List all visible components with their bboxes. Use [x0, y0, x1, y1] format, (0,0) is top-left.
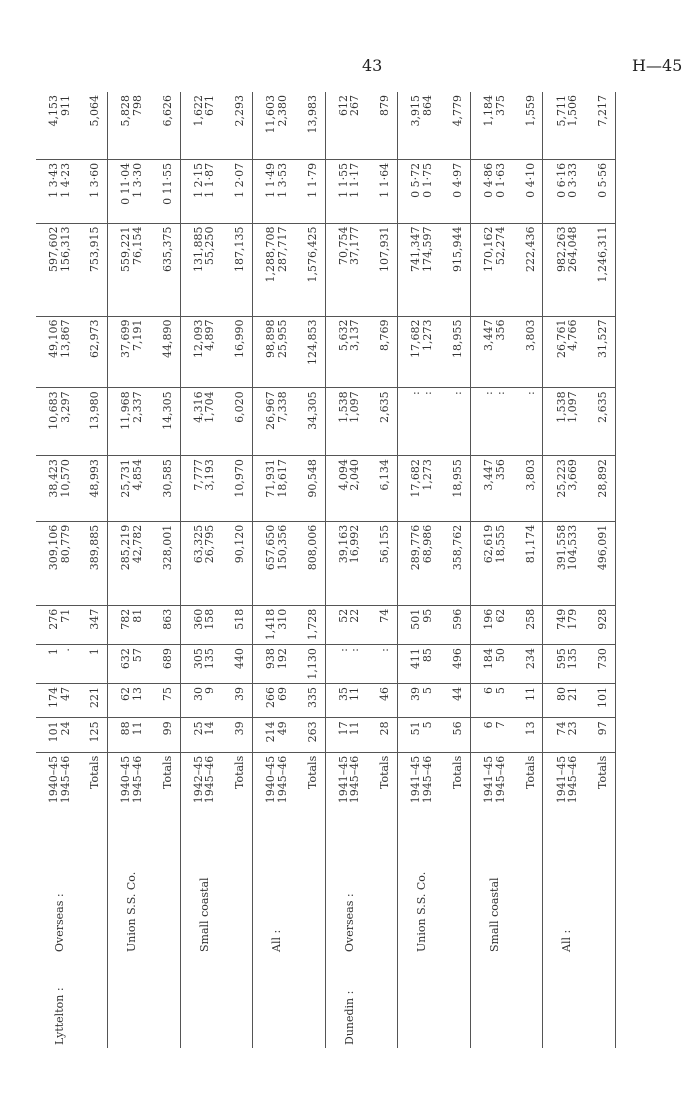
value-cell: 4,094 2,040	[325, 456, 373, 522]
value-cell: 170,162 52,274	[470, 223, 518, 316]
value-cell: 0 11·55	[156, 159, 181, 223]
value-cell: 18,955	[446, 316, 471, 388]
value-cell: 37,699 7,191	[108, 316, 156, 388]
value-cell: 88 11	[108, 718, 156, 752]
value-cell: 17 11	[325, 718, 373, 752]
value-cell: 6,020	[228, 388, 253, 456]
table-row	[325, 92, 373, 1048]
value-cell: 3,447 356	[470, 316, 518, 388]
vessel-class-cell: All :	[270, 929, 284, 952]
table-body	[36, 92, 616, 1048]
value-cell: 6,626	[156, 92, 181, 159]
value-cell: :	[518, 388, 543, 456]
value-cell: 1,184 375	[470, 92, 518, 159]
value-cell: 13	[518, 718, 543, 752]
vessel-class-cell	[518, 817, 543, 955]
value-cell: 5,064	[83, 92, 108, 159]
value-cell: 1 1·79	[301, 159, 326, 223]
vessel-class-cell: Small coastal	[197, 877, 211, 952]
value-cell: 266 69	[253, 684, 301, 718]
value-cell: 1,538 1,097	[543, 388, 591, 456]
value-cell: 635,375	[156, 223, 181, 316]
value-cell: 808,006	[301, 521, 326, 605]
value-cell: 1,130	[301, 645, 326, 684]
value-cell: 7,777 3,193	[180, 456, 228, 522]
value-cell: 5,632 3,137	[325, 316, 373, 388]
port-cell	[470, 955, 518, 1048]
vessel-class-cell: All :	[560, 929, 574, 952]
value-cell: 632 57	[108, 645, 156, 684]
value-cell: 74	[373, 605, 398, 644]
value-cell: 597,602 156,313	[36, 223, 83, 316]
value-cell: 5,711 1,506	[543, 92, 591, 159]
value-cell: 25 14	[180, 718, 228, 752]
vessel-class-cell: Overseas :	[52, 893, 66, 952]
value-cell: 26,967 7,338	[253, 388, 301, 456]
totals-row	[83, 92, 108, 1048]
value-cell: 1 3·60	[83, 159, 108, 223]
value-cell: 4,316 1,704	[180, 388, 228, 456]
value-cell: 38,423 10,570	[36, 456, 83, 522]
value-cell: 730	[591, 645, 616, 684]
year-cell: 1941–45 1945–46	[409, 755, 434, 804]
value-cell: 234	[518, 645, 543, 684]
value-cell: 62,973	[83, 316, 108, 388]
year-cell: Totals	[83, 752, 108, 817]
value-cell: 56,155	[373, 521, 398, 605]
value-cell: 309,106 80,779	[36, 521, 83, 605]
value-cell: 496	[446, 645, 471, 684]
value-cell: 501 95	[398, 605, 446, 644]
value-cell: 915,944	[446, 223, 471, 316]
value-cell: 1 1·64	[373, 159, 398, 223]
year-cell: Totals	[301, 752, 326, 817]
value-cell: 305 135	[180, 645, 228, 684]
totals-row	[301, 92, 326, 1048]
value-cell: : :	[325, 645, 373, 684]
vessel-class-cell: Small coastal	[487, 877, 501, 952]
value-cell: 753,915	[83, 223, 108, 316]
value-cell: 10,970	[228, 456, 253, 522]
value-cell: 39 5	[398, 684, 446, 718]
year-cell: 1940–45 1945–46	[119, 755, 144, 804]
value-cell: 99	[156, 718, 181, 752]
value-cell: 0 5·72 0 1·75	[398, 159, 446, 223]
value-cell: 1,622 671	[180, 92, 228, 159]
value-cell: 258	[518, 605, 543, 644]
value-cell: 28	[373, 718, 398, 752]
port-cell	[591, 955, 616, 1048]
value-cell: 44,890	[156, 316, 181, 388]
value-cell: 612 267	[325, 92, 373, 159]
value-cell: 3,803	[518, 316, 543, 388]
value-cell: 39,163 16,992	[325, 521, 373, 605]
value-cell: 3,915 864	[398, 92, 446, 159]
year-cell: 1941–45 1945–46	[481, 755, 507, 804]
value-cell: 16,990	[228, 316, 253, 388]
value-cell: 0 4·10	[518, 159, 543, 223]
value-cell: 596	[446, 605, 471, 644]
value-cell: 52 22	[325, 605, 373, 644]
value-cell: 97	[591, 718, 616, 752]
year-cell: Totals	[156, 752, 181, 817]
value-cell: 6 5	[470, 684, 518, 718]
value-cell: 48,993	[83, 456, 108, 522]
value-cell: 80 21	[543, 684, 591, 718]
value-cell: 98,898 25,955	[253, 316, 301, 388]
value-cell: 1,288,708 287,717	[253, 223, 301, 316]
value-cell: 221	[83, 684, 108, 718]
totals-row	[591, 92, 616, 1048]
value-cell: 71,931 18,617	[253, 456, 301, 522]
vessel-class-cell	[156, 817, 181, 955]
year-cell: Totals	[228, 752, 253, 817]
value-cell: 90,548	[301, 456, 326, 522]
value-cell: 11,968 2,337	[108, 388, 156, 456]
value-cell: 4,153 911	[36, 92, 83, 159]
totals-row	[156, 92, 181, 1048]
value-cell: :	[446, 388, 471, 456]
value-cell: 26,761 4,766	[543, 316, 591, 388]
value-cell: 11,603 2,380	[253, 92, 301, 159]
value-cell: 1,418 310	[253, 605, 301, 644]
value-cell: 559,221 76,154	[108, 223, 156, 316]
port-cell: Dunedin :	[342, 990, 356, 1045]
value-cell: 440	[228, 645, 253, 684]
value-cell: 2,635	[373, 388, 398, 456]
value-cell: 938 192	[253, 645, 301, 684]
value-cell: 982,263 264,048	[543, 223, 591, 316]
vessel-class-cell	[373, 817, 398, 955]
value-cell: 39	[228, 718, 253, 752]
value-cell: 391,558 104,533	[543, 521, 591, 605]
value-cell: 62 13	[108, 684, 156, 718]
value-cell: 8,769	[373, 316, 398, 388]
totals-row	[228, 92, 253, 1048]
value-cell: 81,174	[518, 521, 543, 605]
value-cell: 6 7	[470, 718, 518, 752]
value-cell: 90,120	[228, 521, 253, 605]
vessel-class-cell: Union S.S. Co.	[125, 871, 139, 952]
value-cell: 0 11·04 1 3·30	[108, 159, 156, 223]
value-cell: 174 47	[36, 684, 83, 718]
statistics-table	[36, 92, 616, 1048]
value-cell: 411 85	[398, 645, 446, 684]
value-cell: 196 62	[470, 605, 518, 644]
value-cell: 689	[156, 645, 181, 684]
value-cell: :	[373, 645, 398, 684]
year-cell: 1941–45 1945–46	[554, 755, 580, 804]
value-cell: 124,853	[301, 316, 326, 388]
value-cell: 3,447 356	[470, 456, 518, 522]
value-cell: 496,091	[591, 521, 616, 605]
rotated-table-container	[36, 92, 616, 1048]
value-cell: 1 .	[36, 645, 83, 684]
port-cell	[108, 955, 156, 1048]
year-cell: Totals	[518, 752, 543, 817]
value-cell: 25,223 3,669	[543, 456, 591, 522]
value-cell: 1 1·49 1 3·53	[253, 159, 301, 223]
value-cell: 2,635	[591, 388, 616, 456]
table-row	[253, 92, 301, 1048]
value-cell: 0 6·16 0 3·33	[543, 159, 591, 223]
value-cell: 5,828 798	[108, 92, 156, 159]
value-cell: 30,585	[156, 456, 181, 522]
vessel-class-cell: Overseas :	[342, 893, 356, 952]
value-cell: 39	[228, 684, 253, 718]
value-cell: 263	[301, 718, 326, 752]
value-cell: 125	[83, 718, 108, 752]
value-cell: 28,892	[591, 456, 616, 522]
port-cell	[446, 955, 471, 1048]
value-cell: 1 2·07	[228, 159, 253, 223]
value-cell: 0 4·86 0 1·63	[470, 159, 518, 223]
value-cell: 0 4·97	[446, 159, 471, 223]
vessel-class-cell	[591, 817, 616, 955]
value-cell: 222,436	[518, 223, 543, 316]
value-cell: 1 1·55 1 1·17	[325, 159, 373, 223]
totals-row	[446, 92, 471, 1048]
value-cell: 44	[446, 684, 471, 718]
value-cell: 1,246,311	[591, 223, 616, 316]
year-cell: Totals	[446, 752, 471, 817]
value-cell: 276 71	[36, 605, 83, 644]
value-cell: 358,762	[446, 521, 471, 605]
value-cell: 75	[156, 684, 181, 718]
vessel-class-cell	[301, 817, 326, 955]
value-cell: 17,682 1,273	[398, 316, 446, 388]
value-cell: 1,559	[518, 92, 543, 159]
value-cell: 184 50	[470, 645, 518, 684]
table-row	[470, 92, 518, 1048]
value-cell: 56	[446, 718, 471, 752]
value-cell: 11	[518, 684, 543, 718]
value-cell: 928	[591, 605, 616, 644]
value-cell: 62,619 18,555	[470, 521, 518, 605]
port-cell	[180, 955, 228, 1048]
value-cell: 1 2·15 1 1·87	[180, 159, 228, 223]
value-cell: 101	[591, 684, 616, 718]
vessel-class-cell	[446, 817, 471, 955]
year-cell: 1940–45 1945–46	[264, 755, 289, 804]
value-cell: 34,305	[301, 388, 326, 456]
value-cell: 1	[83, 645, 108, 684]
value-cell: 285,219 42,782	[108, 521, 156, 605]
value-cell: 863	[156, 605, 181, 644]
table-row	[36, 92, 83, 1048]
value-cell: 335	[301, 684, 326, 718]
totals-row	[373, 92, 398, 1048]
port-cell	[228, 955, 253, 1048]
port-cell	[373, 955, 398, 1048]
value-cell: 389,885	[83, 521, 108, 605]
vessel-class-cell	[83, 817, 108, 955]
value-cell: 10,683 3,297	[36, 388, 83, 456]
value-cell: 1,576,425	[301, 223, 326, 316]
value-cell: 63,325 26,795	[180, 521, 228, 605]
value-cell: 879	[373, 92, 398, 159]
port-cell	[518, 955, 543, 1048]
value-cell: 518	[228, 605, 253, 644]
value-cell: 107,931	[373, 223, 398, 316]
value-cell: 30 9	[180, 684, 228, 718]
port-cell	[301, 955, 326, 1048]
value-cell: 657,650 150,356	[253, 521, 301, 605]
value-cell: 2,293	[228, 92, 253, 159]
port-cell	[83, 955, 108, 1048]
value-cell: 7,217	[591, 92, 616, 159]
value-cell: : :	[470, 388, 518, 456]
value-cell: 187,135	[228, 223, 253, 316]
totals-row	[518, 92, 543, 1048]
value-cell: 328,001	[156, 521, 181, 605]
value-cell: : :	[398, 388, 446, 456]
value-cell: 49,106 13,867	[36, 316, 83, 388]
page-number: 43	[362, 56, 383, 75]
value-cell: 101 24	[36, 718, 83, 752]
value-cell: 0 5·56	[591, 159, 616, 223]
value-cell: 31,527	[591, 316, 616, 388]
year-cell: Totals	[373, 752, 398, 817]
value-cell: 3,803	[518, 456, 543, 522]
value-cell: 12,093 4,897	[180, 316, 228, 388]
port-cell	[253, 955, 301, 1048]
value-cell: 347	[83, 605, 108, 644]
table-row	[180, 92, 228, 1048]
value-cell: 782 81	[108, 605, 156, 644]
value-cell: 13,980	[83, 388, 108, 456]
value-cell: 595 135	[543, 645, 591, 684]
value-cell: 25,731 4,854	[108, 456, 156, 522]
value-cell: 131,885 55,250	[180, 223, 228, 316]
value-cell: 289,776 68,986	[398, 521, 446, 605]
value-cell: 46	[373, 684, 398, 718]
value-cell: 70,754 37,177	[325, 223, 373, 316]
value-cell: 360 158	[180, 605, 228, 644]
year-cell: 1942–45 1945–46	[191, 755, 217, 804]
value-cell: 51 5	[398, 718, 446, 752]
value-cell: 214 49	[253, 718, 301, 752]
value-cell: 6,134	[373, 456, 398, 522]
value-cell: 1 3·43 1 4·23	[36, 159, 83, 223]
value-cell: 749 179	[543, 605, 591, 644]
vessel-class-cell	[228, 817, 253, 955]
page-header	[0, 56, 700, 86]
value-cell: 1,728	[301, 605, 326, 644]
year-cell: Totals	[591, 752, 616, 817]
port-cell	[398, 955, 446, 1048]
port-cell	[543, 955, 591, 1048]
table-row	[108, 92, 156, 1048]
value-cell: 35 11	[325, 684, 373, 718]
value-cell: 14,305	[156, 388, 181, 456]
value-cell: 4,779	[446, 92, 471, 159]
page-reference: H—45	[632, 56, 683, 75]
value-cell: 74 23	[543, 718, 591, 752]
vessel-class-cell: Union S.S. Co.	[415, 871, 429, 952]
year-cell: 1941–45 1945–46	[336, 755, 362, 804]
port-cell: Lyttelton :	[52, 987, 66, 1045]
value-cell: 741,347 174,597	[398, 223, 446, 316]
value-cell: 18,955	[446, 456, 471, 522]
value-cell: 17,682 1,273	[398, 456, 446, 522]
year-cell: 1940–45 1945–46	[46, 755, 72, 804]
port-cell	[156, 955, 181, 1048]
table-row	[398, 92, 446, 1048]
table-row	[543, 92, 591, 1048]
value-cell: 13,983	[301, 92, 326, 159]
value-cell: 1,538 1,097	[325, 388, 373, 456]
